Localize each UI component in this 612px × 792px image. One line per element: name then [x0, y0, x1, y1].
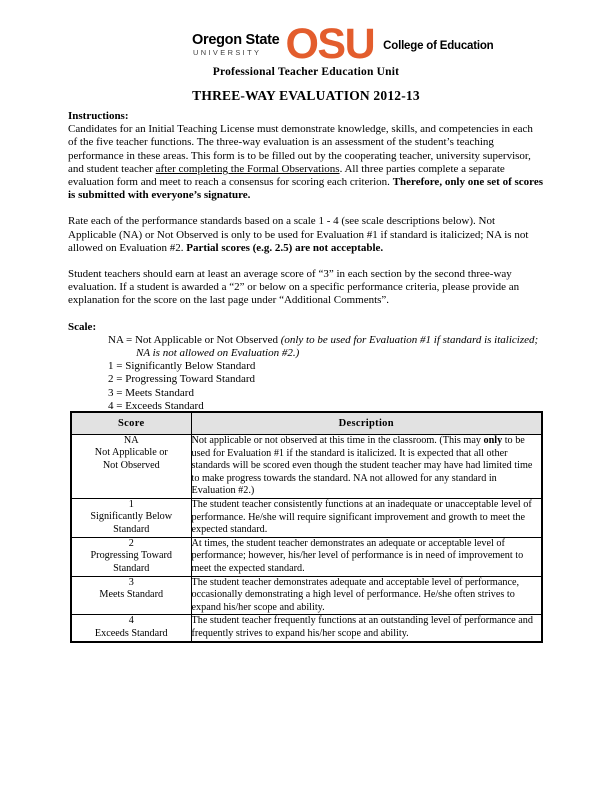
scale-item-4: 4 = Exceeds Standard — [108, 399, 204, 412]
score-value: 1 — [128, 498, 134, 510]
score-label-line1: Meets Standard — [99, 588, 164, 600]
score-value: 4 — [128, 615, 134, 627]
osu-logo — [192, 22, 494, 68]
score-cell-1 — [71, 498, 191, 537]
score-cell-4 — [71, 615, 191, 642]
scale-list — [68, 334, 543, 413]
professional-teacher-education-unit-line: Professional Teacher Education Unit — [212, 66, 400, 78]
masthead — [0, 22, 612, 68]
score-label-line1: Exceeds Standard — [94, 627, 168, 639]
column-header-description: Description — [191, 412, 542, 435]
scale-na-italic-line1: (only to be used for Evaluation #1 if standard is italicized; — [280, 333, 539, 346]
score-value: NA — [123, 435, 139, 446]
instructions-p1-text-a: Candidates for an Initial Teaching License must demonstrate knowledge, skills, and competencies in each of the five teacher functions. The three-way evaluation is an assessment of the student’s teaching performance in these areas. This form is to be filled out by the cooperating teacher, university supervisor, and student teacher — [68, 123, 533, 175]
score-label-line1: Significantly Below — [90, 511, 173, 523]
description-text-bold: only — [483, 435, 503, 446]
score-cell-2 — [71, 537, 191, 576]
table-head — [71, 412, 542, 435]
table-row — [71, 576, 542, 615]
score-table-container — [70, 411, 541, 643]
scale-item-na — [68, 334, 543, 360]
score-label-line2: Not Observed — [102, 459, 160, 471]
paragraph-spacer-2 — [68, 255, 543, 268]
osu-monogram-icon: OSU — [285, 20, 375, 68]
instructions-paragraph-2 — [68, 215, 543, 255]
page-title: THREE-WAY EVALUATION 2012-13 — [192, 88, 420, 103]
scale-heading: Scale: — [68, 320, 97, 333]
scale-item-3: 3 = Meets Standard — [108, 386, 194, 399]
scale-item-2: 2 = Progressing Toward Standard — [108, 373, 255, 386]
table-row — [71, 615, 542, 642]
logo-oregon-state-text: Oregon State — [192, 31, 280, 48]
table-row — [71, 435, 542, 499]
column-header-score: Score — [71, 412, 191, 435]
table-row — [71, 498, 542, 537]
score-label-line2: Standard — [113, 562, 150, 574]
scale-item-1: 1 = Significantly Below Standard — [108, 360, 256, 373]
table-body — [71, 435, 542, 642]
score-label-line1: Progressing Toward — [90, 550, 172, 562]
instructions-paragraph-3: Student teachers should earn at least an average score of “3” in each section by the second three-way evaluation. If a student is awarded a “2” or below on a specific performance criteria, please provide an explanation for the score on the last page under “Additional Comments”. — [68, 268, 520, 307]
score-description-table — [70, 411, 543, 643]
instructions-p1-text-b: . All three parties complete a separate evaluation form and meet to reach a consensus for scoring each criterion. — [68, 162, 505, 189]
score-label-line2: Standard — [113, 523, 150, 535]
score-cell-na — [71, 435, 191, 499]
table-row — [71, 537, 542, 576]
description-text-a: Not applicable or not observed at this time in the classroom. (This may — [191, 435, 484, 446]
logo-university-text: UNIVERSITY — [193, 47, 262, 57]
scale-na-italic-line2: NA is not allowed on Evaluation #2.) — [136, 347, 300, 360]
instructions-paragraph-1 — [68, 123, 543, 202]
score-value: 3 — [128, 576, 134, 588]
instructions-p2-text: Rate each of the performance standards based on a scale 1 - 4 (see scale descriptions below). Not Applicable (NA) or Not Observed is only to be used for Evaluation #1 if standard is italicized; NA is not allowed on Evaluation #2. — [68, 215, 529, 254]
description-cell-3: The student teacher demonstrates adequate and acceptable level of performance, occasionally demonstrating a high level of performance. He/she often strives to expand his/her scope and ability. — [191, 576, 542, 615]
description-cell-1: The student teacher consistently functions at an inadequate or unacceptable level of performance. He/she will require significant improvement and growth to meet the expected standard. — [191, 498, 542, 537]
scale-na-prefix: NA = Not Applicable or Not Observed — [108, 333, 281, 346]
table-header-row — [71, 412, 542, 435]
instructions-heading: Instructions: — [68, 110, 129, 122]
document-body — [68, 110, 543, 413]
score-label-line1: Not Applicable or — [94, 447, 168, 459]
instructions-p1-underlined: after completing the Formal Observations — [155, 162, 340, 175]
description-text-b: to be used for Evaluation #1 if the standard is italicized. It is expected that all other standards will be scored even though the student teacher may have had limited time to make progress towards the standard. NA not allowed for any standard in Evaluation #2.) — [191, 435, 533, 497]
paragraph-spacer-1 — [68, 202, 543, 215]
description-cell-4: The student teacher frequently functions at an outstanding level of performance and frequently strives to expand his/her scope and ability. — [191, 615, 542, 642]
paragraph-spacer-3 — [68, 308, 543, 321]
logo-college-of-education-text: College of Education — [383, 39, 494, 52]
osu-wordmark — [192, 33, 285, 58]
instructions-p1-bold: Therefore, only one set of scores is submitted with everyone’s signature. — [68, 176, 543, 202]
score-value: 2 — [128, 537, 134, 549]
description-cell-na — [191, 435, 542, 499]
instructions-p2-bold: Partial scores (e.g. 2.5) are not acceptable. — [186, 241, 384, 254]
description-cell-2: At times, the student teacher demonstrates an adequate or acceptable level of performance; however, his/her level of performance is in need of improvement to meet the expected standard. — [191, 537, 542, 576]
score-cell-3 — [71, 576, 191, 615]
